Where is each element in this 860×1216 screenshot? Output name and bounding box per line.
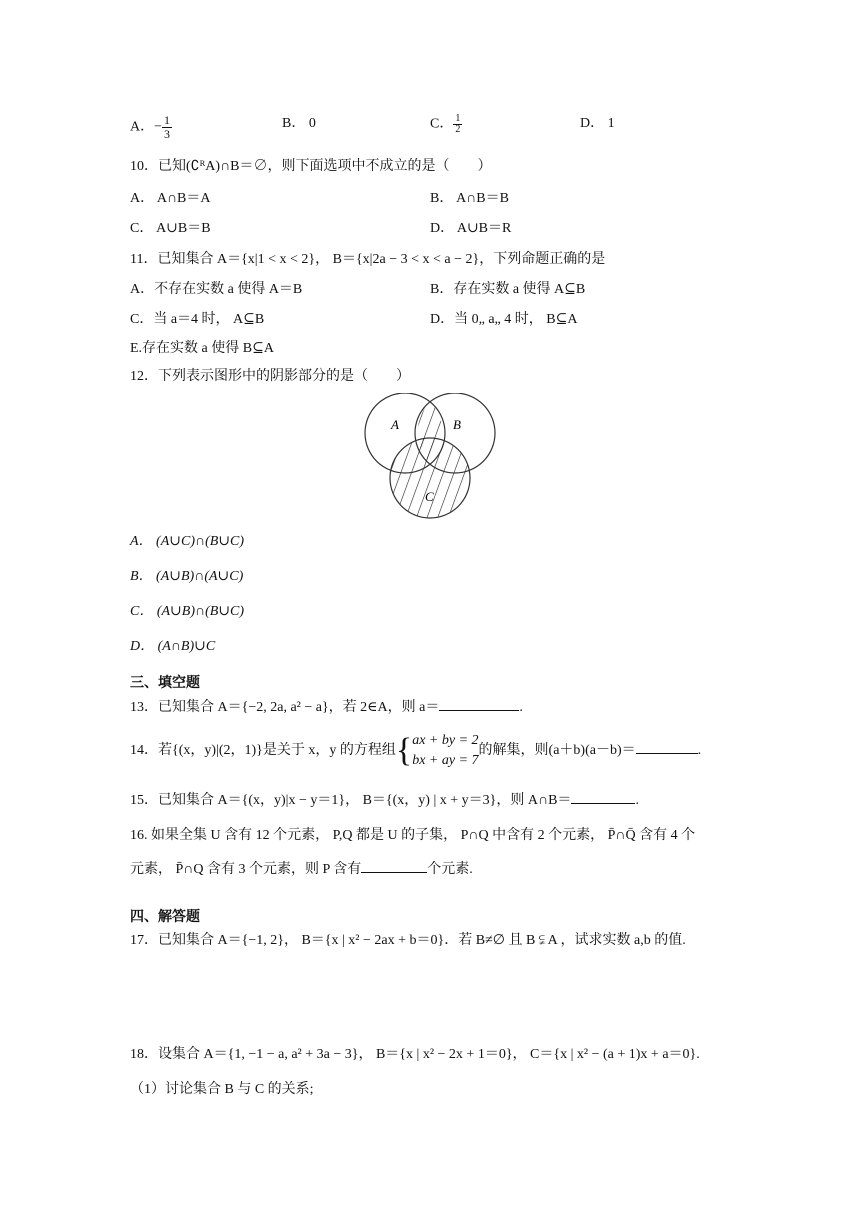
q17: 17．已知集合 A＝{−1, 2}， B＝{x | x² − 2ax + b＝0}．若 B≠∅ 且 B ⫋ A ，试求实数 a,b 的值. (130, 933, 686, 948)
q9-option-d: D． 1 (580, 116, 615, 131)
q11-option-b: B．存在实数 a 使得 A⊆B (430, 282, 586, 297)
q10-option-a: A． A∩B＝A (130, 191, 211, 206)
q13: 13．已知集合 A＝{−2, 2a, a² − a}，若 2∈A，则 a＝ . (130, 696, 523, 718)
q11-option-c: C．当 a＝4 时， A⊆B (130, 312, 265, 327)
q18-stem: 18．设集合 A＝{1, −1 − a, a² + 3a − 3}， B＝{x | x² − 2x + 1＝0}， C＝{x | x² − (a + 1)x + a＝0}. (130, 1047, 700, 1062)
q11-option-a: A．不存在实数 a 使得 A＝B (130, 282, 303, 297)
q12-option-b: B． (A∪B)∩(A∪C) (130, 569, 244, 584)
q12-option-c: C． (A∪B)∩(B∪C) (130, 604, 245, 619)
q10-option-b: B． A∩B＝B (430, 191, 509, 206)
q12-stem: 12．下列表示图形中的阴影部分的是（ ） (130, 369, 410, 384)
q11-option-e: E.存在实数 a 使得 B⊆A (130, 341, 274, 356)
q10-option-d: D． A∪B＝R (430, 221, 512, 236)
q15: 15．已知集合 A＝{(x，y)|x − y＝1}， B＝{(x，y) | x + y＝3}，则 A∩B＝ . (130, 789, 639, 811)
q16-line2: 元素， P̄∩Q 含有 3 个元素，则 P 含有 个元素. (130, 858, 473, 880)
answer-blank (636, 739, 698, 754)
venn-diagram (355, 393, 505, 523)
q16-line1: 16. 如果全集 U 含有 12 个元素， P,Q 都是 U 的子集， P∩Q 中含有 2 个元素， P̄∩Q̄ 含有 4 个 (130, 828, 696, 843)
q11-stem: 11．已知集合 A＝{x|1 < x < 2}， B＝{x|2a − 3 < x < a − 2}，下列命题正确的是 (130, 252, 606, 267)
q11-option-d: D．当 0„ a„ 4 时， B⊆A (430, 312, 578, 327)
section-answer: 四、解答题 (130, 908, 200, 924)
q12-option-d: D． (A∩B)∪C (130, 639, 216, 654)
fraction: $\frac{1}{3}$ (164, 113, 171, 141)
answer-blank (439, 696, 519, 711)
q14: 14．若{(x，y)|(2，1)}是关于 x，y 的方程组{ ax + by = 2 bx + ay = 7 的解集，则(a＋b)(a－b)＝ . (130, 731, 702, 769)
q10-stem: 10．已知(∁ᴿA)∩B＝∅，则下面选项中不成立的是（ ） (130, 159, 492, 174)
q12-option-a: A． (A∪C)∩(B∪C) (130, 534, 245, 549)
venn-label-b: B (453, 417, 461, 432)
q10-option-c: C． A∪B＝B (130, 221, 211, 236)
answer-blank (571, 789, 635, 804)
q9-option-a: A．− $\frac{1}{3}$ (130, 113, 171, 141)
venn-label-a: A (391, 417, 399, 432)
section-fill-in: 三、填空题 (130, 674, 200, 690)
q9-option-b: B． 0 (282, 116, 316, 131)
q18-part1: （1）讨论集合 B 与 C 的关系; (130, 1082, 314, 1097)
venn-label-c: C (425, 489, 434, 504)
q9-option-c: C． $\frac{1}{2}$ (430, 113, 461, 135)
answer-blank (361, 858, 427, 873)
